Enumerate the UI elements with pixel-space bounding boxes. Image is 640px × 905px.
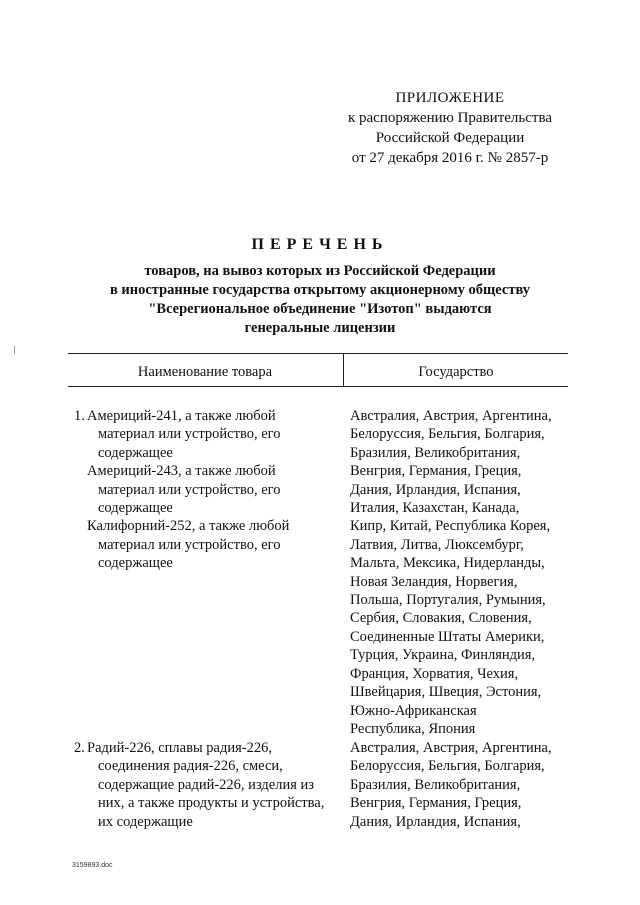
appendix-heading: ПРИЛОЖЕНИЕ (395, 90, 505, 106)
state-line: Венгрия, Германия, Греция, (350, 795, 522, 812)
state-line: Республика, Япония (350, 720, 476, 737)
row-number: 2. (74, 740, 85, 756)
state-line: Италия, Казахстан, Канада, (350, 500, 520, 517)
state-line: Франция, Хорватия, Чехия, (350, 665, 519, 682)
goods-line: них, а также продукты и устройства, (98, 795, 325, 812)
table-top-rule (68, 353, 568, 354)
title-sub-line: в иностранные государства открытому акционерному обществу (109, 282, 531, 298)
goods-line: содержащие радий-226, изделия из (98, 776, 314, 793)
goods-line: материал или устройство, его (98, 426, 281, 443)
state-line: Швейцария, Швеция, Эстония, (350, 684, 542, 701)
state-line: Новая Зеландия, Норвегия, (350, 573, 518, 590)
goods-line: Радий-226, сплавы радия-226, (87, 740, 273, 756)
state-line: Кипр, Китай, Республика Корея, (350, 518, 551, 535)
margin-mark (14, 346, 15, 354)
state-line: Мальта, Мексика, Нидерланды, (350, 555, 545, 572)
state-line: Соединенные Штаты Америки, (350, 628, 545, 645)
goods-line: содержащее (98, 444, 173, 461)
state-line: Бразилия, Великобритания, (350, 776, 521, 793)
goods-line: материал или устройство, его (98, 481, 281, 498)
title-main: ПЕРЕЧЕНЬ (251, 236, 389, 253)
state-line: Турция, Украина, Финляндия, (350, 647, 536, 664)
goods-line: их содержащие (98, 813, 193, 830)
state-line: Белоруссия, Бельгия, Болгария, (350, 758, 545, 775)
appendix-line: Российской Федерации (375, 130, 525, 146)
title-sub-line: "Всерегиональное объединение "Изотоп" выдаются (148, 301, 492, 317)
table-row-1-states (350, 407, 552, 738)
footer-filename: 3159893.doc (72, 862, 113, 869)
state-line: Дания, Ирландия, Испания, (350, 813, 521, 830)
row-number: 1. (74, 408, 85, 424)
column-header-state: Государство (418, 364, 494, 380)
goods-line: содержащее (98, 555, 173, 572)
goods-line: материал или устройство, его (98, 536, 281, 553)
state-line: Бразилия, Великобритания, (350, 444, 521, 461)
state-line: Австралия, Австрия, Аргентина, (350, 740, 552, 756)
goods-line: Америций-243, а также любой (87, 463, 276, 480)
table-column-divider (343, 353, 344, 387)
state-line: Венгрия, Германия, Греция, (350, 463, 522, 480)
goods-line: соединения радия-226, смеси, (98, 758, 283, 775)
title-sub-line: товаров, на вывоз которых из Российской Федерации (144, 263, 496, 279)
state-line: Польша, Португалия, Румыния, (350, 592, 546, 609)
goods-line: содержащее (98, 500, 173, 517)
state-line: Латвия, Литва, Люксембург, (350, 536, 524, 553)
state-line: Южно-Африканская (350, 702, 477, 719)
table-row-2-states (350, 739, 552, 831)
document-title (70, 236, 570, 338)
appendix-line: от 27 декабря 2016 г. № 2857-р (351, 150, 549, 166)
state-line: Белоруссия, Бельгия, Болгария, (350, 426, 545, 443)
state-line: Австралия, Австрия, Аргентина, (350, 408, 552, 424)
state-line: Сербия, Словакия, Словения, (350, 610, 532, 627)
goods-line: Калифорний-252, а также любой (87, 518, 290, 535)
appendix-block (340, 88, 560, 168)
table-header-rule (68, 386, 568, 387)
column-header-goods: Наименование товара (137, 364, 273, 380)
state-line: Дания, Ирландия, Испания, (350, 481, 521, 498)
title-sub-line: генеральные лицензии (244, 320, 396, 336)
goods-line: Америций-241, а также любой (87, 408, 276, 424)
appendix-line: к распоряжению Правительства (347, 110, 552, 126)
